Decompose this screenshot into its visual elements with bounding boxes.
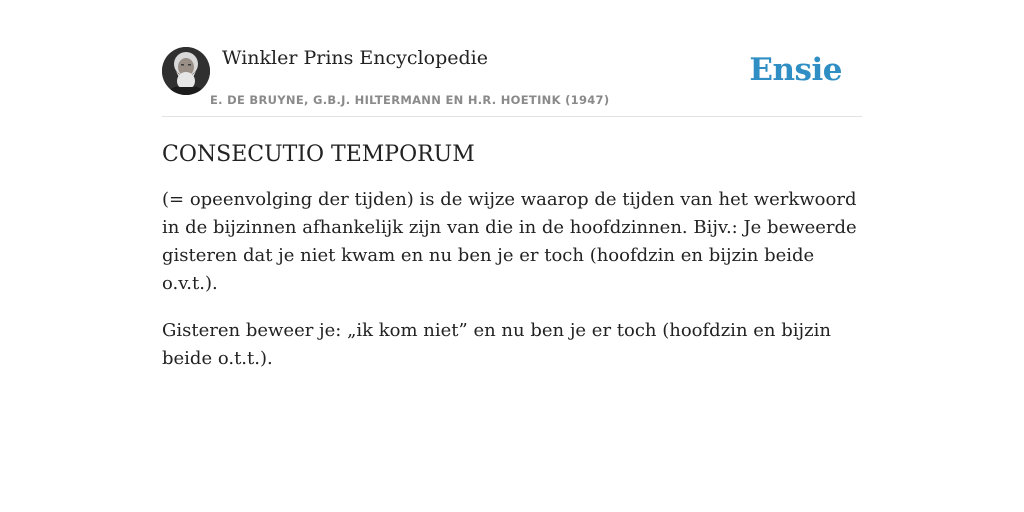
source-title[interactable]: Winkler Prins Encyclopedie <box>222 47 488 69</box>
ensie-logo-link[interactable]: Ensie <box>749 52 842 88</box>
source-avatar[interactable] <box>162 47 210 95</box>
definition-paragraph: (= opeenvolging der tijden) is de wijze waarop de tijden van het werkwoord in de bijzinnen afhankelijk zijn van die in de hoofdzinnen. Bijv.: Je beweerde gisteren dat je niet kwam en nu ben je er toch (hoofdzin en bijzin beide o.v.t.). <box>162 189 857 294</box>
entry-title: CONSECUTIO TEMPORUM <box>162 142 475 167</box>
source-header <box>162 46 862 117</box>
portrait-photo-icon <box>162 47 210 95</box>
article <box>162 140 862 392</box>
example-paragraph: Gisteren beweer je: „ik kom niet” en nu ben je er toch (hoofdzin en bijzin beide o.t.t.). <box>162 320 831 369</box>
source-authors: E. DE BRUYNE, G.B.J. HILTERMANN EN H.R. HOETINK (1947) <box>210 93 610 107</box>
